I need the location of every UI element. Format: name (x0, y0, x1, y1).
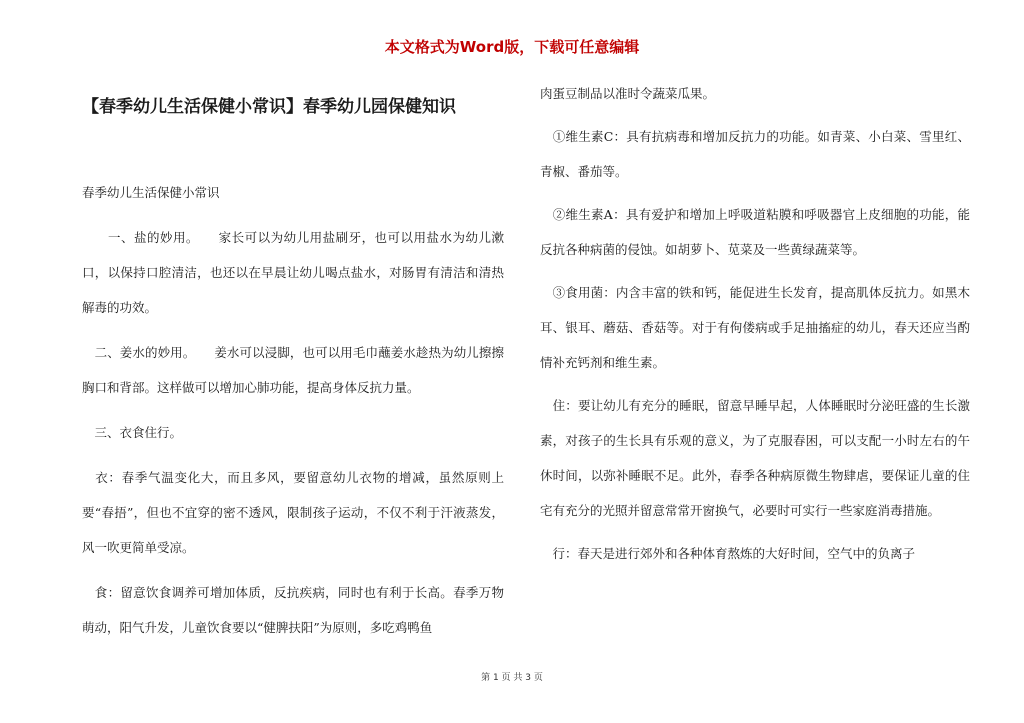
download-banner: 本文格式为Word版，下载可任意编辑 (384, 38, 640, 56)
paragraph: 衣：春季气温变化大，而且多风，要留意幼儿衣物的增减，虽然原则上要“春捂”，但也不宜穿的密不透风，限制孩子运动，不仅不利于汗液蒸发，风一吹更简单受凉。 (82, 470, 504, 555)
paragraph: 一、盐的妙用。 家长可以为幼儿用盐刷牙，也可以用盐水为幼儿漱口，以保持口腔清洁，也还以在早晨让幼儿喝点盐水，对肠胃有清洁和清热解毒的功效。 (82, 230, 504, 315)
right-column (540, 76, 970, 579)
document-title: 【春季幼儿生活保健小常识】春季幼儿园保健知识 (82, 97, 456, 117)
paragraph: 肉蛋豆制品以准时令蔬菜瓜果。 (540, 86, 716, 101)
paragraph: 食：留意饮食调养可增加体质，反抗疾病，同时也有利于长高。春季万物萌动，阳气升发，儿童饮食要以“健脾扶阳”为原则，多吃鸡鸭鱼 (82, 585, 504, 635)
paragraph: ③食用菌：内含丰富的铁和钙，能促进生长发育，提高肌体反抗力。如黑木耳、银耳、蘑菇、香菇等。对于有佝偻病或手足抽搐症的幼儿，春天还应当酌情补充钙剂和维生素。 (540, 285, 970, 370)
left-column (82, 175, 504, 655)
paragraph: ①维生素C：具有抗病毒和增加反抗力的功能。如青菜、小白菜、雪里红、青椒、番茄等。 (540, 129, 970, 179)
page-number: 第 1 页 共 3 页 (481, 673, 543, 683)
paragraph: 三、衣食住行。 (82, 425, 183, 440)
paragraph: 春季幼儿生活保健小常识 (82, 185, 220, 200)
paragraph: ②维生素A：具有爱护和增加上呼吸道粘膜和呼吸器官上皮细胞的功能，能反抗各种病菌的侵蚀。如胡萝卜、苋菜及一些黄绿蔬菜等。 (540, 207, 970, 257)
paragraph: 住：要让幼儿有充分的睡眠，留意早睡早起，人体睡眠时分泌旺盛的生长激素，对孩子的生长具有乐观的意义，为了克服春困，可以支配一小时左右的午休时间，以弥补睡眠不足。此外，春季各种病原微生物肆虐，要保证儿童的住宅有充分的光照并留意常常开窗换气，必要时可实行一些家庭消毒措施。 (540, 398, 970, 518)
paragraph: 二、姜水的妙用。 姜水可以浸脚，也可以用毛巾蘸姜水趁热为幼儿擦擦胸口和背部。这样做可以增加心肺功能，提高身体反抗力量。 (82, 345, 504, 395)
paragraph: 行：春天是进行郊外和各种体育熬炼的大好时间，空气中的负离子 (540, 546, 916, 561)
